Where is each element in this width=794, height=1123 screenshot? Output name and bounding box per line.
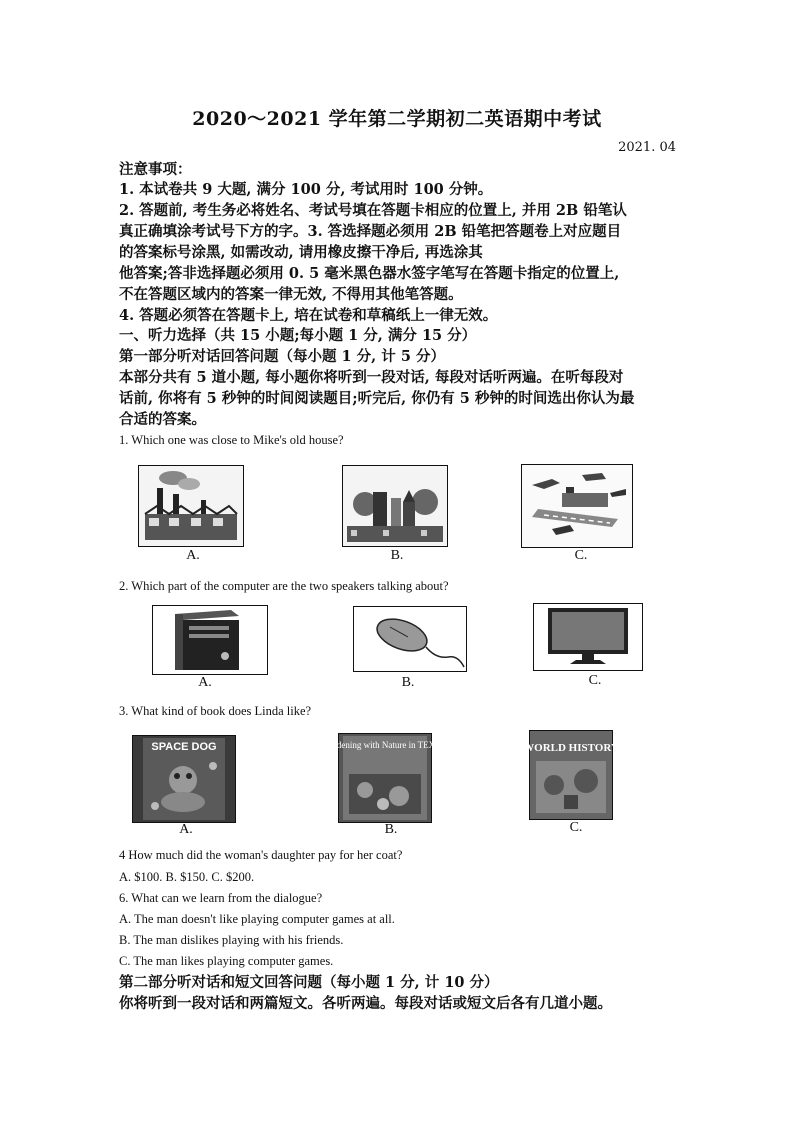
q2-option-b-image: [353, 606, 467, 672]
notice-line: 他答案;答非选择题必须用 0. 5 毫米黑色器水签字笔写在答题卡指定的位置上,: [119, 265, 620, 282]
book-cover-space-dog: [133, 736, 235, 822]
question-6-option-b: B. The man dislikes playing with his friends.: [119, 933, 344, 947]
notice-line: 的答案标号涂黑, 如需改动, 请用橡皮擦干净后, 再选涂其: [119, 244, 483, 261]
computer-case-icon: [153, 606, 267, 674]
q3-option-b-label: B.: [384, 822, 398, 837]
part1-heading: 第一部分听对话回答问题（每小题 1 分, 计 5 分）: [119, 348, 445, 365]
computer-monitor-icon: [534, 604, 642, 670]
notice-heading: 注意事项：: [119, 161, 192, 178]
question-1-text: 1. Which one was close to Mike's old house?: [119, 433, 344, 447]
question-6-option-c: C. The man likes playing computer games.: [119, 954, 334, 968]
notice-line: 不在答题区域内的答案一律无效, 不得用其他笔答题。: [119, 286, 463, 303]
section1-heading: 一、听力选择（共 15 小题;每小题 1 分, 满分 15 分）: [119, 327, 477, 344]
notice-line: 2. 答题前, 考生务必将姓名、考试号填在答题卡相应的位置上, 并用 2B 铅笔认: [119, 202, 627, 219]
q1-option-a-label: A.: [186, 548, 200, 563]
part1-instructions: 本部分共有 5 道小题, 每小题你将听到一段对话, 每段对话听两遍。在听每段对: [119, 369, 624, 386]
question-6-option-a: A. The man doesn't like playing computer games at all.: [119, 912, 395, 926]
question-4-text: 4 How much did the woman's daughter pay for her coat?: [119, 848, 403, 862]
exam-date: 2021. 04: [618, 140, 676, 155]
q1-option-b-image: [342, 465, 448, 547]
exam-title: 2020～2021 学年第二学期初二英语期中考试: [192, 108, 602, 130]
airport-icon: [522, 465, 632, 547]
factory-icon: [139, 466, 243, 546]
question-3-text: 3. What kind of book does Linda like?: [119, 704, 312, 718]
q2-option-b-label: B.: [401, 675, 415, 690]
city-buildings-icon: [343, 466, 447, 546]
q2-option-c-label: C.: [588, 673, 602, 688]
notice-line: 真正确填涂考试号下方的字。3. 答选择题必须用 2B 铅笔把答题卷上对应题目: [119, 223, 622, 240]
book-a-title: SPACE DOG: [151, 741, 217, 753]
q1-option-a-image: [138, 465, 244, 547]
book-b-title: Gardening with Nature in TEXAS: [323, 740, 447, 750]
q3-option-a-image: [132, 735, 236, 823]
question-2-text: 2. Which part of the computer are the two speakers talking about?: [119, 579, 449, 593]
q1-option-c-label: C.: [574, 548, 588, 563]
q2-option-c-image: [533, 603, 643, 671]
notice-line: 4. 答题必须答在答题卡上, 培在试卷和草稿纸上一律无效。: [119, 307, 498, 324]
q3-option-c-image: [523, 730, 619, 820]
q3-option-a-label: A.: [179, 822, 193, 837]
part1-instructions: 话前, 你将有 5 秒钟的时间阅读题目;听完后, 你仍有 5 秒钟的时间选出你认为最: [119, 390, 635, 407]
book-c-title: WORLD HISTORY: [523, 742, 619, 754]
part2-heading: 第二部分听对话和短文回答问题（每小题 1 分, 计 10 分）: [119, 974, 499, 991]
q3-option-b-image: [323, 733, 447, 823]
notice-line: 1. 本试卷共 9 大题, 满分 100 分, 考试用时 100 分钟。: [119, 181, 493, 198]
q2-option-a-label: A.: [198, 675, 212, 690]
q1-option-c-image: [521, 464, 633, 548]
question-4-options: A. $100. B. $150. C. $200.: [119, 870, 255, 884]
q3-option-c-label: C.: [569, 820, 583, 835]
computer-mouse-icon: [354, 607, 466, 671]
part1-instructions: 合适的答案。: [119, 411, 206, 428]
question-6-text: 6. What can we learn from the dialogue?: [119, 891, 323, 905]
book-cover-world-history: [523, 731, 619, 819]
q1-option-b-label: B.: [390, 548, 404, 563]
book-cover-gardening-texas: [323, 734, 447, 822]
part2-instructions: 你将听到一段对话和两篇短文。各听两遍。每段对话或短文后各有几道小题。: [119, 995, 612, 1012]
q2-option-a-image: [152, 605, 268, 675]
